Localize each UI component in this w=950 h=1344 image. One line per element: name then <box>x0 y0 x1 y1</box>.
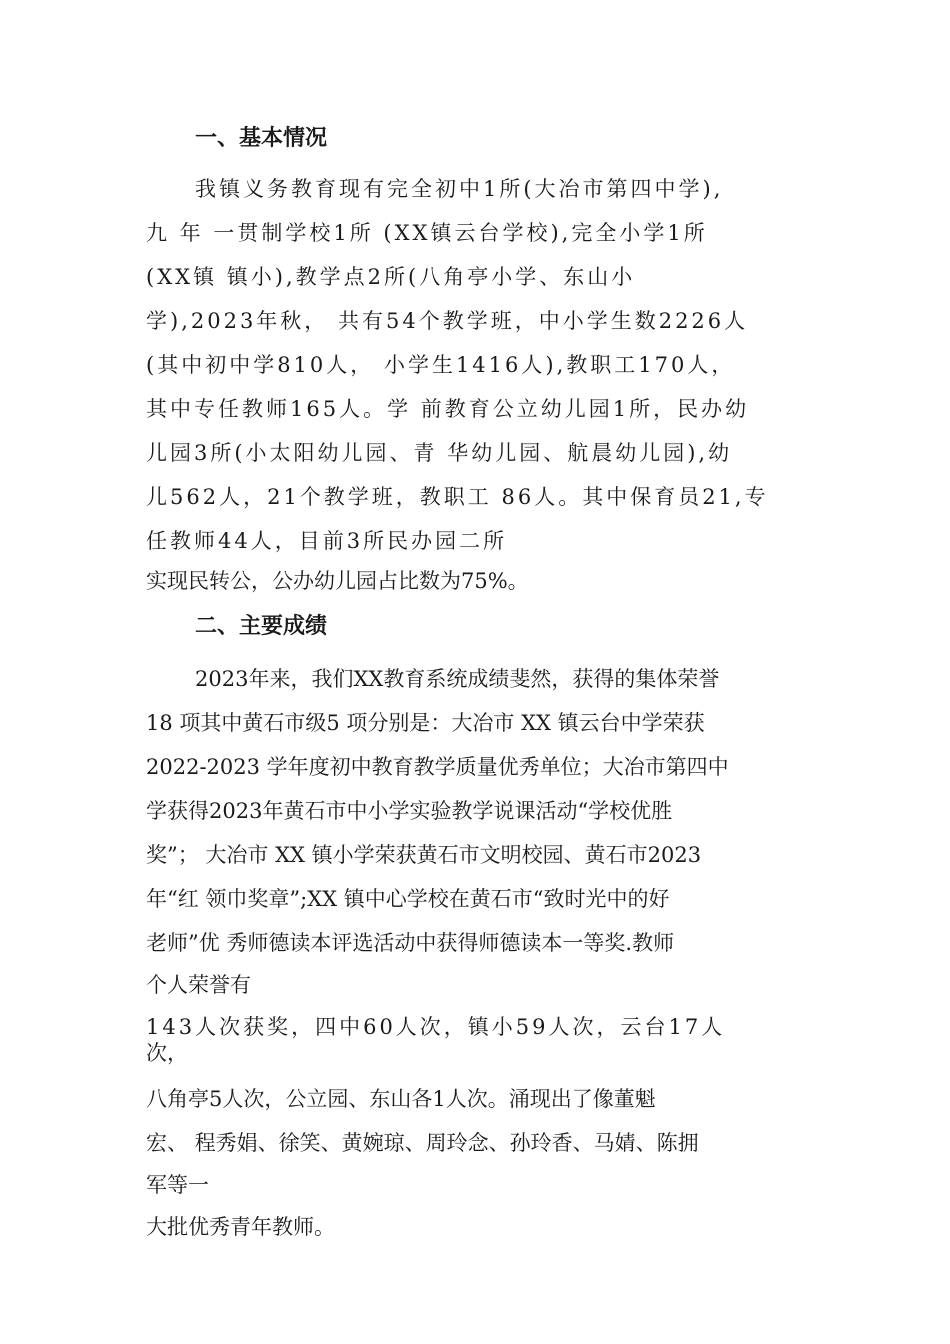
section-heading-basic-situation: 一、基本情况 <box>195 126 328 151</box>
paragraph-line: 宏、 程秀娟、徐笑、黄婉琼、周玲念、孙玲香、马婧、陈拥 <box>146 1131 699 1155</box>
paragraph-line: 我镇义务教育现有完全初中1所(大冶市第四中学), <box>195 177 724 201</box>
paragraph-line: 学获得2023年黄石市中小学实验教学说课活动“学校优胜 <box>146 799 673 823</box>
paragraph-line: 次， <box>146 1041 188 1065</box>
paragraph-line: 2022-2023 学年度初中教育教学质量优秀单位；大冶市第四中 <box>146 755 729 779</box>
paragraph-line: 奖”； 大冶市 XX 镇小学荣获黄石市文明校园、黄石市2023 <box>146 843 702 867</box>
paragraph-line: 八角亭5人次，公立园、东山各1人次。涌现出了像董魁 <box>146 1087 656 1111</box>
paragraph-line: (其中初中学810人， 小学生1416人),教职工170人， <box>146 353 736 377</box>
paragraph-line: 九 年 一贯制学校1所 (XX镇云台学校),完全小学1所 <box>146 221 708 245</box>
paragraph-line: (XX镇 镇小),教学点2所(八角亭小学、东山小 <box>146 265 636 289</box>
paragraph-line: 老师”优 秀师德读本评选活动中获得师德读本一等奖.教师 <box>146 931 675 955</box>
paragraph-line: 实现民转公，公办幼儿园占比数为75%。 <box>146 569 529 593</box>
paragraph-line: 学),2023年秋， 共有54个教学班，中小学生数2226人 <box>146 309 749 333</box>
paragraph-line: 个人荣誉有 <box>146 973 251 997</box>
paragraph-line: 2023年来，我们XX教育系统成绩斐然，获得的集体荣誉 <box>195 667 720 691</box>
paragraph-line: 大批优秀青年教师。 <box>146 1215 335 1239</box>
paragraph-line: 军等一 <box>146 1173 209 1197</box>
paragraph-line: 143人次获奖，四中60人次，镇小59人次，云台17人 <box>146 1015 726 1039</box>
paragraph-line: 年“红 领巾奖章”;XX 镇中心学校在黄石市“致时光中的好 <box>146 887 670 911</box>
paragraph-line: 其中专任教师165人。学 前教育公立幼儿园1所，民办幼 <box>146 397 750 421</box>
paragraph-line: 18 项其中黄石市级5 项分别是：大冶市 XX 镇云台中学荣获 <box>146 711 705 735</box>
paragraph-line: 儿562人，21个教学班，教职工 86人。其中保育员21,专 <box>146 485 769 509</box>
paragraph-line: 儿园3所(小太阳幼儿园、青 华幼儿园、航晨幼儿园),幼 <box>146 441 733 465</box>
section-heading-main-achievements: 二、主要成绩 <box>195 614 328 639</box>
paragraph-line: 任教师44人，目前3所民办园二所 <box>146 529 508 553</box>
